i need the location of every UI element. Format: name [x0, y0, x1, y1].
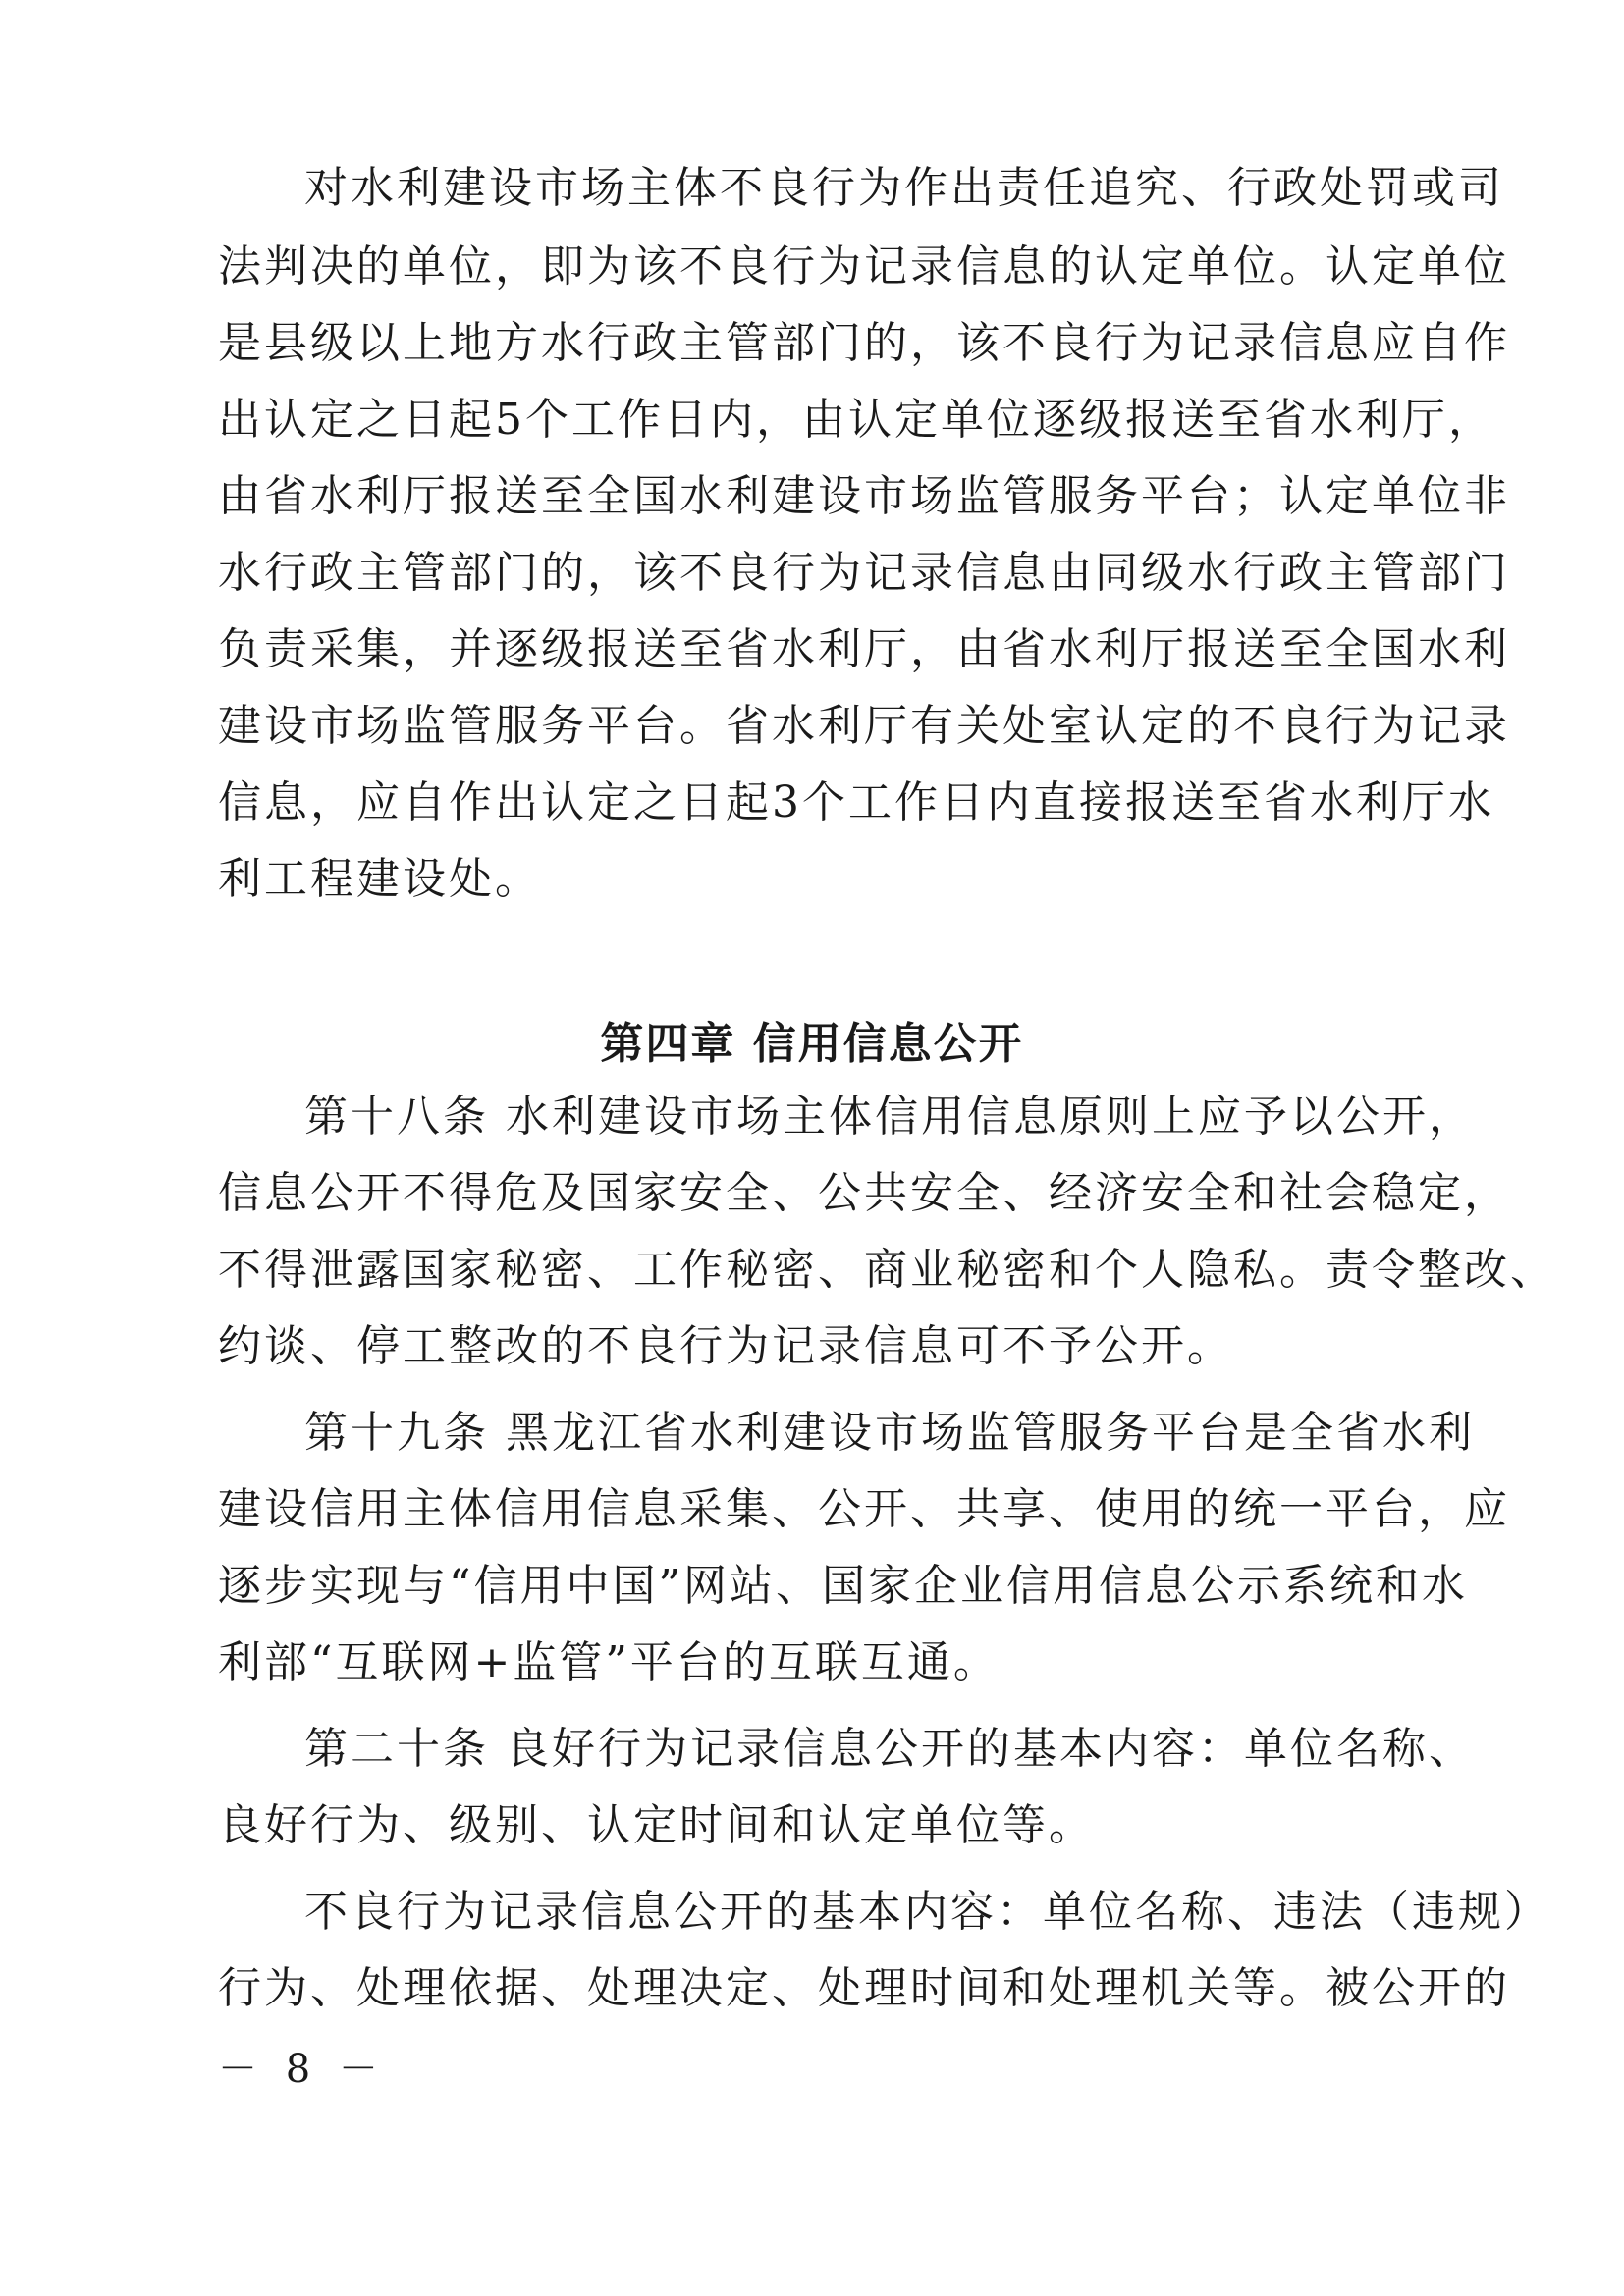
paragraph-line: 负责采集，并逐级报送至省水利厅，由省水利厅报送至全国水利	[218, 624, 1510, 674]
paragraph-line: 信息公开不得危及国家安全、公共安全、经济安全和社会稳定，	[218, 1168, 1510, 1218]
paragraph-line: 行为、处理依据、处理决定、处理时间和处理机关等。被公开的	[218, 1963, 1510, 2013]
paragraph-line: 出认定之日起5个工作日内，由认定单位逐级报送至省水利厅，	[218, 395, 1494, 445]
paragraph-line: 利工程建设处。	[218, 854, 541, 904]
paragraph-line: 法判决的单位，即为该不良行为记录信息的认定单位。认定单位	[218, 241, 1510, 292]
paragraph-line: 第十八条 水利建设市场主体信用信息原则上应予以公开，	[304, 1092, 1475, 1142]
paragraph-line: 利部“互联网+监管”平台的互联互通。	[218, 1637, 1000, 1687]
paragraph-line: 建设信用主体信用信息采集、公开、共享、使用的统一平台，应	[218, 1484, 1510, 1534]
paragraph-line: 第二十条 良好行为记录信息公开的基本内容：单位名称、	[304, 1724, 1475, 1774]
page-number: － 8 －	[218, 2047, 386, 2092]
paragraph-line: 信息，应自作出认定之日起3个工作日内直接报送至省水利厅水	[218, 777, 1494, 828]
paragraph-line: 水行政主管部门的，该不良行为记录信息由同级水行政主管部门	[218, 548, 1510, 598]
paragraph-line: 建设市场监管服务平台。省水利厅有关处室认定的不良行为记录	[218, 701, 1510, 751]
paragraph-line: 约谈、停工整改的不良行为记录信息可不予公开。	[218, 1321, 1233, 1371]
paragraph-line: 良好行为、级别、认定时间和认定单位等。	[218, 1800, 1095, 1850]
chapter-heading: 第四章 信用信息公开	[600, 1019, 1024, 1069]
paragraph-line: 对水利建设市场主体不良行为作出责任追究、行政处罚或司	[304, 163, 1504, 213]
paragraph-line: 第十九条 黑龙江省水利建设市场监管服务平台是全省水利	[304, 1408, 1475, 1458]
paragraph-line: 逐步实现与“信用中国”网站、国家企业信用信息公示系统和水	[218, 1561, 1468, 1611]
paragraph-line: 不良行为记录信息公开的基本内容：单位名称、违法（违规）	[304, 1887, 1550, 1937]
paragraph-line: 不得泄露国家秘密、工作秘密、商业秘密和个人隐私。责令整改、	[218, 1245, 1556, 1295]
paragraph-line: 由省水利厅报送至全国水利建设市场监管服务平台；认定单位非	[218, 471, 1510, 521]
paragraph-line: 是县级以上地方水行政主管部门的，该不良行为记录信息应自作	[218, 318, 1510, 368]
